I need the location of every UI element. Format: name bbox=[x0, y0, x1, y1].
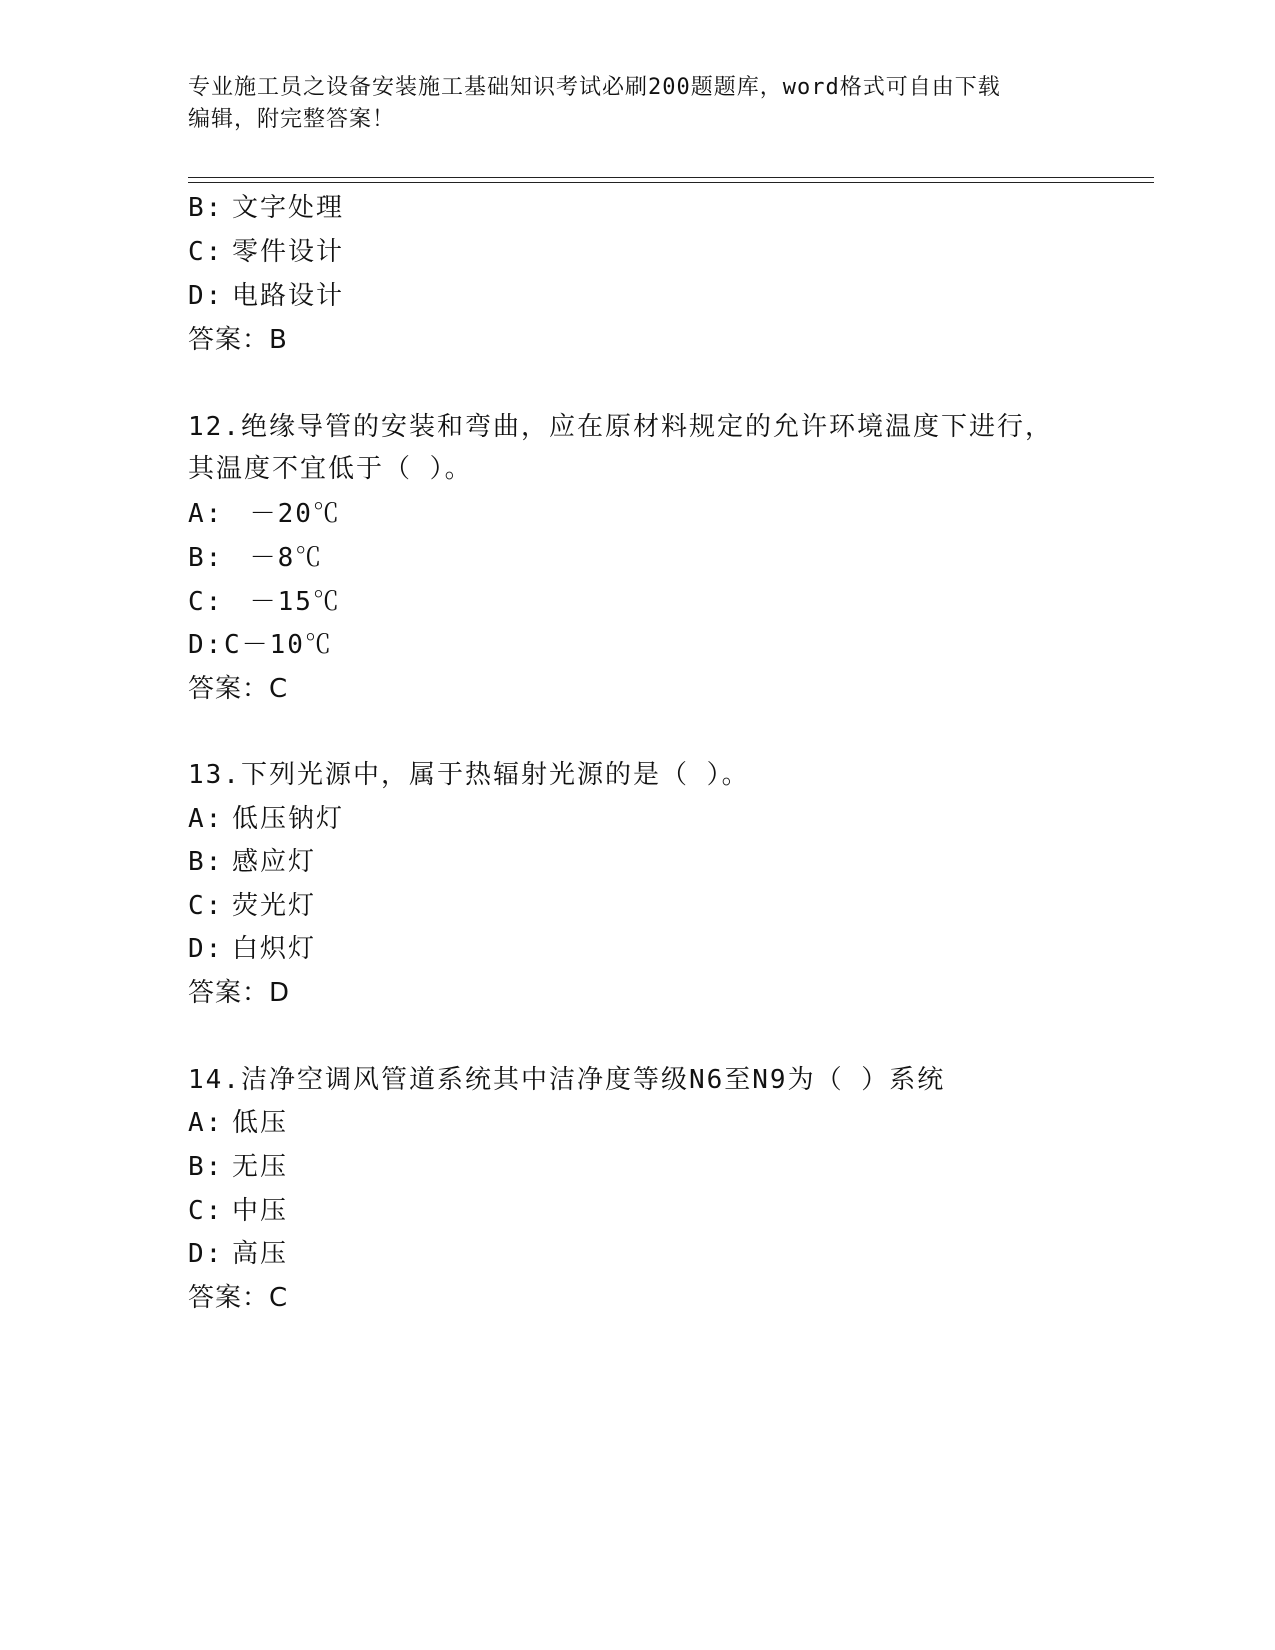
option-text: 高压 bbox=[232, 1239, 289, 1269]
option-key: D: bbox=[188, 630, 224, 660]
option-row bbox=[188, 1106, 288, 1140]
option-text: 白炽灯 bbox=[232, 934, 317, 964]
option-row bbox=[188, 802, 344, 836]
header-divider-bottom bbox=[188, 182, 1154, 183]
option-row bbox=[188, 1150, 288, 1184]
option-text: 中压 bbox=[232, 1196, 289, 1226]
header-title-line-1: 专业施工员之设备安装施工基础知识考试必刷200题题库，word格式可自由下载 bbox=[188, 75, 1001, 100]
option-text: 零件设计 bbox=[232, 237, 345, 267]
option-key: C: bbox=[188, 587, 224, 617]
option-row bbox=[188, 541, 323, 575]
option-key: B: bbox=[188, 1152, 224, 1182]
option-text: －20℃ bbox=[232, 499, 341, 529]
option-text: 低压 bbox=[232, 1108, 289, 1138]
option-row bbox=[188, 585, 341, 619]
option-row bbox=[188, 889, 316, 923]
option-row bbox=[188, 1237, 288, 1271]
option-key: B: bbox=[188, 543, 224, 573]
question-stem: 14.洁净空调风管道系统其中洁净度等级N6至N9为（ ）系统 bbox=[188, 1065, 946, 1095]
option-key: B: bbox=[188, 847, 224, 877]
option-text: 文字处理 bbox=[232, 193, 345, 223]
header-title-line-2: 编辑，附完整答案！ bbox=[188, 107, 396, 132]
option-text: －15℃ bbox=[232, 587, 341, 617]
option-text: －8℃ bbox=[232, 543, 324, 573]
question-stem: 其温度不宜低于（ ）。 bbox=[188, 454, 473, 484]
option-key: B: bbox=[188, 193, 224, 223]
answer-line: 答案：C bbox=[188, 674, 289, 704]
header-divider-top bbox=[188, 177, 1154, 178]
option-row bbox=[188, 1194, 288, 1228]
option-row bbox=[188, 845, 316, 879]
option-key: A: bbox=[188, 804, 224, 834]
option-row bbox=[188, 279, 344, 313]
option-key: D: bbox=[188, 1239, 224, 1269]
option-key: D: bbox=[188, 934, 224, 964]
option-key: C: bbox=[188, 891, 224, 921]
option-key: C: bbox=[188, 237, 224, 267]
question-stem: 13.下列光源中，属于热辐射光源的是（ ）。 bbox=[188, 760, 750, 790]
option-text: 荧光灯 bbox=[232, 891, 317, 921]
option-row bbox=[188, 191, 344, 225]
option-key: D: bbox=[188, 281, 224, 311]
option-text: 低压钠灯 bbox=[232, 804, 345, 834]
answer-line: 答案：B bbox=[188, 325, 288, 355]
option-key: C: bbox=[188, 1196, 224, 1226]
option-row bbox=[188, 497, 341, 531]
option-row bbox=[188, 932, 316, 966]
option-text: 电路设计 bbox=[232, 281, 345, 311]
option-key: A: bbox=[188, 499, 224, 529]
answer-line: 答案：C bbox=[188, 1283, 289, 1313]
option-row bbox=[188, 235, 344, 269]
answer-line: 答案：D bbox=[188, 978, 291, 1008]
document-header bbox=[188, 72, 1088, 136]
option-text: C－10℃ bbox=[224, 630, 333, 660]
option-text: 感应灯 bbox=[232, 847, 317, 877]
option-key: A: bbox=[188, 1108, 224, 1138]
option-row bbox=[188, 628, 333, 662]
option-text: 无压 bbox=[232, 1152, 289, 1182]
question-stem: 12.绝缘导管的安装和弯曲，应在原材料规定的允许环境温度下进行， bbox=[188, 412, 1053, 442]
